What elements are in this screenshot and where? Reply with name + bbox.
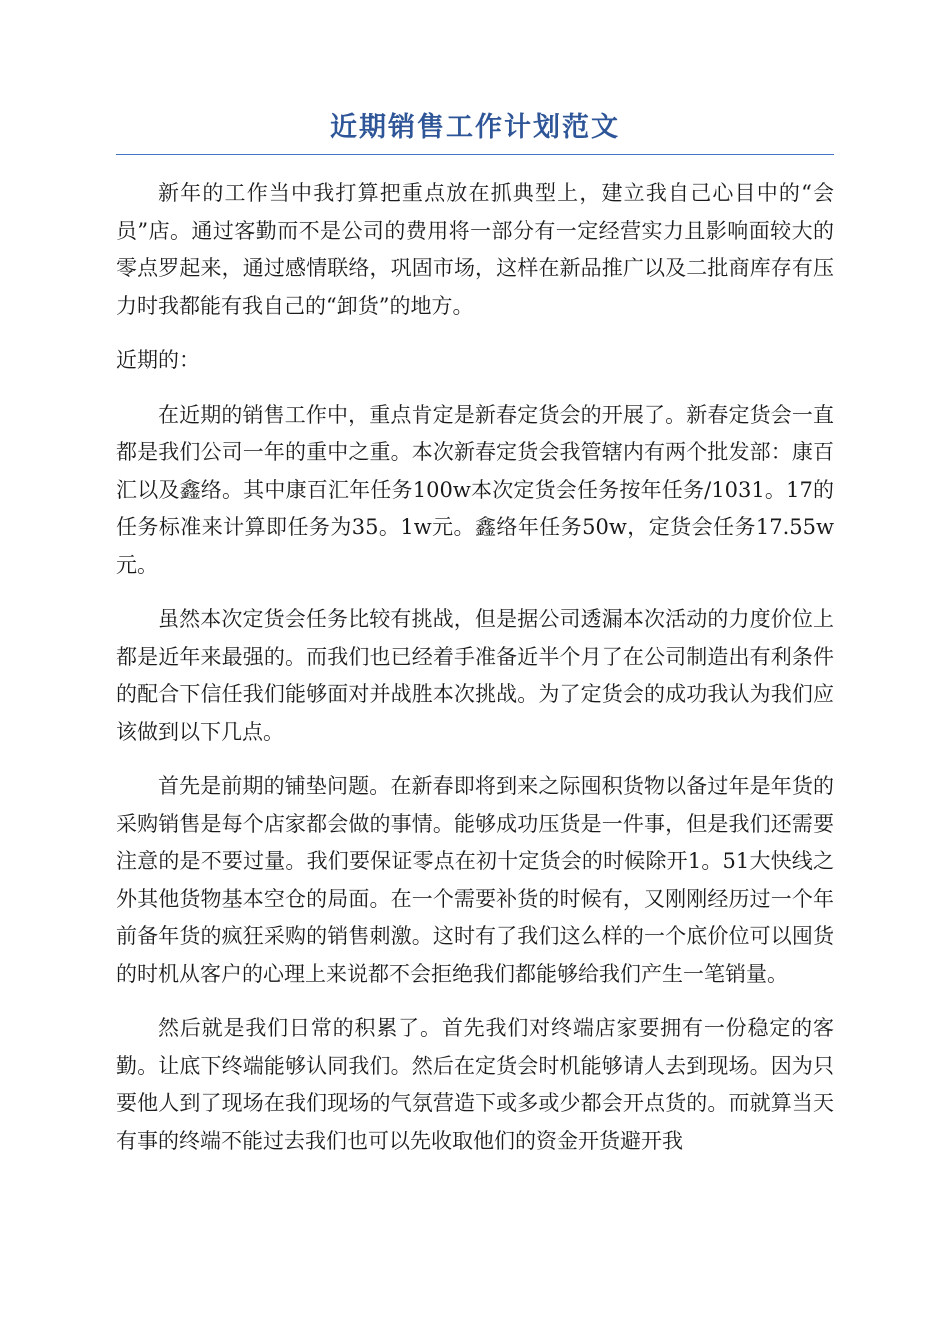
paragraph-1: 新年的工作当中我打算把重点放在抓典型上，建立我自己心目中的“会员”店。通过客勤而不是公司的费用将一部分有一定经营实力且影响面较大的零点罗起来，通过感情联络，巩固市场，这样在新品推广以及二批商库存有压力时我都能有我自己的“卸货”的地方。 <box>116 181 834 318</box>
paragraph-3: 在近期的销售工作中，重点肯定是新春定货会的开展了。新春定货会一直都是我们公司一年的重中之重。本次新春定货会我管辖内有两个批发部：康百汇以及鑫络。其中康百汇年任务100w本次定货会任务按年任务/1031。17的任务标准来计算即任务为35。1w元。鑫络年任务50w，定货会任务17.55w元。 <box>116 402 834 577</box>
paragraph-2: 近期的： <box>116 348 200 372</box>
document-title: 近期销售工作计划范文 <box>116 108 834 155</box>
paragraph-4: 虽然本次定货会任务比较有挑战，但是据公司透漏本次活动的力度价位上都是近年来最强的。而我们也已经着手准备近半个月了在公司制造出有利条件的配合下信任我们能够面对并战胜本次挑战。为了定货会的成功我认为我们应该做到以下几点。 <box>116 607 834 744</box>
paragraph-6: 然后就是我们日常的积累了。首先我们对终端店家要拥有一份稳定的客勤。让底下终端能够认同我们。然后在定货会时机能够请人去到现场。因为只要他人到了现场在我们现场的气氛营造下或多或少都会开点货的。而就算当天有事的终端不能过去我们也可以先收取他们的资金开货避开我 <box>116 1016 834 1153</box>
document-page <box>116 108 834 1177</box>
paragraph-5: 首先是前期的铺垫问题。在新春即将到来之际囤积货物以备过年是年货的采购销售是每个店家都会做的事情。能够成功压货是一件事，但是我们还需要注意的是不要过量。我们要保证零点在初十定货会的时候除开1。51大快线之外其他货物基本空仓的局面。在一个需要补货的时候有，又刚刚经历过一个年前备年货的疯狂采购的销售刺激。这时有了我们这么样的一个底价位可以囤货的时机从客户的心理上来说都不会拒绝我们都能够给我们产生一笔销量。 <box>116 774 834 986</box>
document-body <box>116 175 834 1160</box>
